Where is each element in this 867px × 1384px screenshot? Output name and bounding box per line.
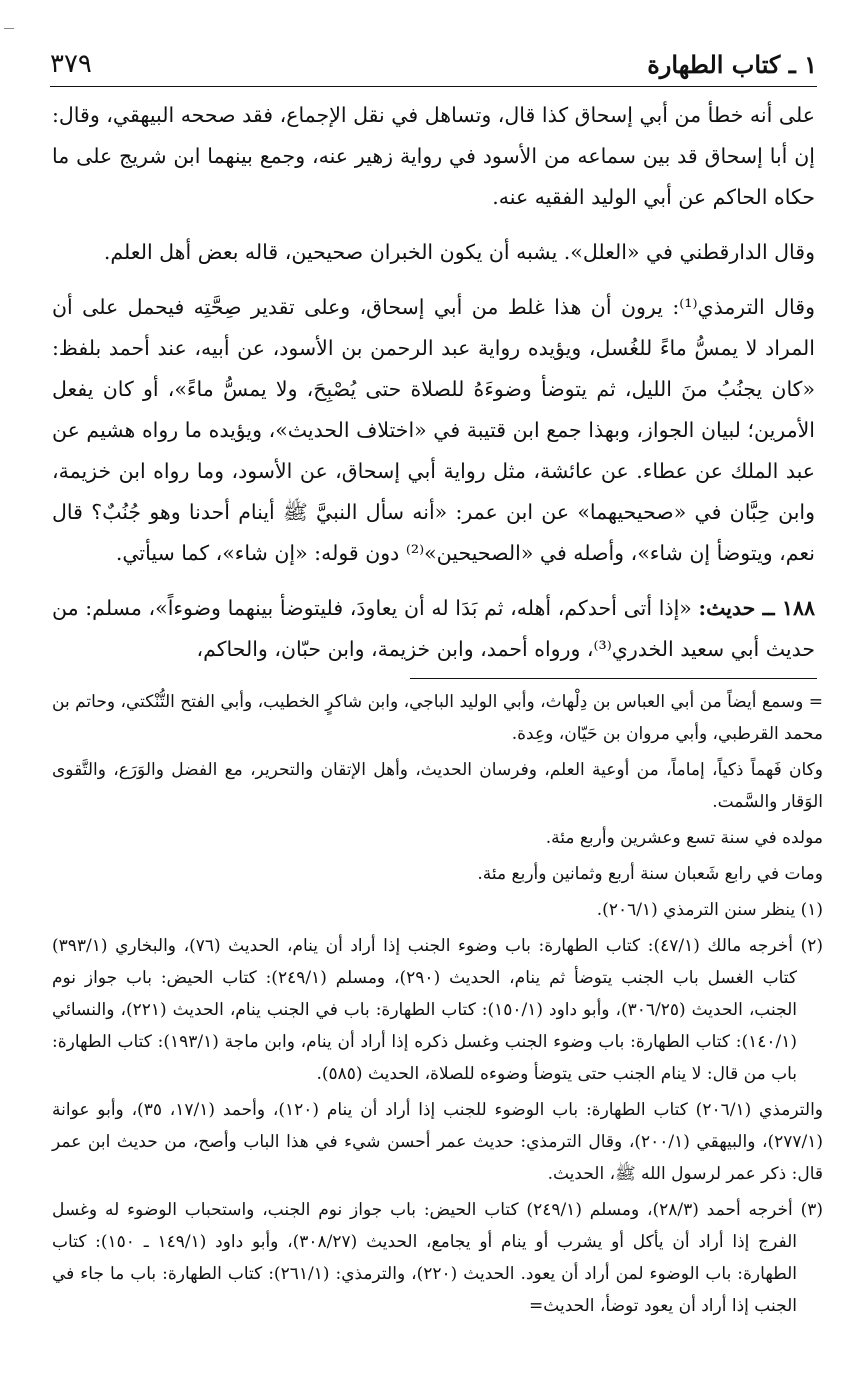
footnote-2-continued: والترمذي (٢٠٦/١) كتاب الطهارة: باب الوضوء للجنب إذا أراد أن ينام (١٢٠)، وأحمد (١٧/١، ٣٥)، وأبو عوانة (٢٧٧/١)، والبيهقي (٢٠٠/١)، وقال الترمذي: حديث عمر أحسن شيء في هذا الباب وأصح، من حديث ابن عمر قال: ذكر عمر لرسول الله ﷺ، الحديث. <box>52 1100 824 1184</box>
page-header <box>50 44 817 84</box>
footnote-continuation-2: وكان فَهماً ذكياً، إماماً، من أوعية العلم، وفرسان الحديث، وأهل الإتقان والتحرير، مع الفضل والوَرَع، والتَّقوى الوَقار والسَّمت. <box>52 760 823 812</box>
hadith-paragraph <box>52 588 815 670</box>
hadith-number: ١٨٨ ــ حديث: <box>698 596 815 620</box>
chapter-title: ١ ـ كتاب الطهارة <box>647 49 817 79</box>
footnotes <box>52 686 823 1326</box>
paragraph-1: على أنه خطأ من أبي إسحاق كذا قال، وتساهل في نقل الإجماع، فقد صححه البيهقي، وقال: إن أبا إسحاق قد بين سماعه من الأسود في رواية زهير عنه، وجمع بينهما ابن شريج على ما حكاه الحاكم عن أبي الوليد الفقيه عنه. <box>52 103 815 209</box>
footnote-continuation-4: ومات في رابع شَعبان سنة أربع وثمانين وأربع مئة. <box>477 864 823 884</box>
page-number: ٣٧٩ <box>50 49 92 79</box>
paragraph-2: وقال الدارقطني في «العلل». يشبه أن يكون الخبران صحيحين، قاله بعض أهل العلم. <box>103 240 815 264</box>
footnote-continuation-1: = وسمع أيضاً من أبي العباس بن دِلْهاث، وأبي الوليد الباجي، وابن شاكرٍ الخطيب، وأبي الفتح التُّنْكتي، وحاتم بن محمد القرطبي، وأبي مروان بن حَيّان، وعِدة. <box>52 686 823 750</box>
header-rule <box>50 86 817 87</box>
footnote-continuation-3: مولده في سنة تسع وعشرين وأربع مئة. <box>545 828 823 848</box>
footnote-3: (٣) أخرجه أحمد (٢٨/٣)، ومسلم (٢٤٩/١) كتاب الحيض: باب جواز نوم الجنب، واستحباب الوضوء له وغسل الفرج إذا أراد أن يأكل أو يشرب أو ينام أو يجامع، الحديث (٣٠٨/٢٧)، وأبو داود (١٤٩/١ ـ ١٥٠): كتاب الطهارة: باب الوضوء لمن أراد أن يعود. الحديث (٢٢٠)، والترمذي: (٢٦١/١): كتاب الطهارة: باب ما جاء في الجنب إذا أراد أن يعود توضأ، الحديث= <box>52 1200 823 1316</box>
footnote-2: (٢) أخرجه مالك (٤٧/١): كتاب الطهارة: باب وضوء الجنب إذا أراد أن ينام، الحديث (٧٦)، والبخاري (٣٩٣/١) كتاب الغسل باب الجنب يتوضأ ثم ينام، الحديث (٢٩٠)، ومسلم (٢٤٩/١): كتاب الحيض: باب جواز نوم الجنب، الحديث (٣٠٦/٢٥)، وأبو داود (١٥٠/١): كتاب الطهارة: باب في الجنب ينام، الحديث (٢٢١)، والنسائي (١٤٠/١): كتاب الطهارة: باب وضوء الجنب وغسل ذكره إذا أراد أن ينام، وابن ماجة (١٩٣/١): كتاب الطهارة: باب من قال: لا ينام الجنب حتى يتوضأ وضوءه للصلاة، الحديث (٥٨٥). <box>52 936 823 1084</box>
paragraph-3: وقال الترمذي⁽¹⁾: يرون أن هذا غلط من أبي إسحاق، وعلى تقدير صِحَّتِه فيحمل على أن المراد لا يمسُّ ماءً للغُسل، ويؤيده رواية عبد الرحمن بن الأسود، عن أبيه، عند أحمد بلفظ: «كان يجنُبُ منَ الليل، ثم يتوضأ وضوءَهُ للصلاة حتى يُصْبِحَ، ولا يمسُّ ماءً»، أو كان يفعل الأمرين؛ لبيان الجواز، وبهذا جمع ابن قتيبة في «اختلاف الحديث»، ويؤيده ما رواه هشيم عن عبد الملك عن عطاء. عن عائشة، مثل رواية أبي إسحاق، عن الأسود، وما رواه ابن خزيمة، وابن حِبَّان في «صحيحيهما» عن ابن عمر: «أنه سأل النبيَّ ﷺ أينام أحدنا وهو جُنُبٌ؟ قال نعم، ويتوضأ إن شاء»، وأصله في «الصحيحين»⁽²⁾ دون قوله: «إن شاء»، كما سيأتي. <box>52 295 815 565</box>
scan-edge-mark <box>4 28 14 29</box>
main-text <box>52 95 815 684</box>
hadith-text: «إذا أتى أحدكم، أهله، ثم بَدَا له أن يعاودَ، فليتوضأ بينهما وضوءاً»، مسلم: من حديث أبي سعيد الخدري⁽³⁾، ورواه أحمد، وابن خزيمة، وابن حبّان، والحاكم، <box>52 596 815 661</box>
footnote-1: (١) ينظر سنن الترمذي (٢٠٦/١). <box>596 900 823 920</box>
footnote-separator <box>410 678 817 679</box>
